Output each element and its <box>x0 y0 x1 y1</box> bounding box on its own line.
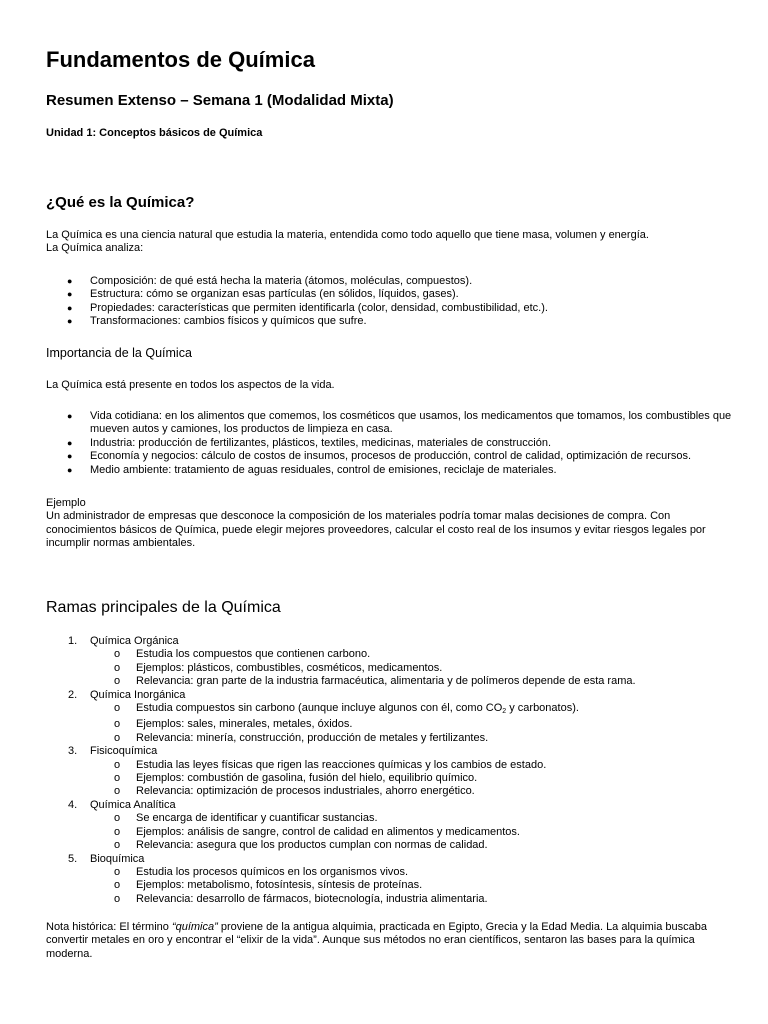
circle-bullet-icon: o <box>114 865 121 878</box>
branch-number: 2. <box>68 688 78 701</box>
section-heading-ramas: Ramas principales de la Química <box>46 599 281 616</box>
bullet-icon: ● <box>67 276 73 286</box>
list-item: o Se encarga de identificar y cuantificar sustancias. <box>114 812 378 825</box>
circle-bullet-icon: o <box>114 702 121 715</box>
list-item: o Relevancia: minería, construcción, producción de metales y fertilizantes. <box>114 731 489 744</box>
bullet-icon: ● <box>67 451 73 462</box>
circle-bullet-icon: o <box>114 785 121 798</box>
section-heading-que-es: ¿Qué es la Química? <box>46 194 195 211</box>
example-label: Ejemplo <box>46 497 86 509</box>
list-item: ● Industria: producción de fertilizantes, plásticos, textiles, medicinas, materiales de construcción. <box>67 436 551 449</box>
list-item: o Ejemplos: combustión de gasolina, fusión del hielo, equilibrio químico. <box>114 772 478 785</box>
list-item: ● Medio ambiente: tratamiento de aguas residuales, control de emisiones, reciclaje de materiales. <box>67 463 557 476</box>
circle-bullet-icon: o <box>114 648 121 661</box>
list-item: o Relevancia: desarrollo de fármacos, biotecnología, industria alimentaria. <box>114 892 488 905</box>
bullet-icon: ● <box>67 316 73 327</box>
importance-intro: La Química está presente en todos los aspectos de la vida. <box>46 379 335 391</box>
circle-bullet-icon: o <box>114 675 121 688</box>
branch-item <box>46 799 736 853</box>
co2-subscript: 2 <box>502 708 507 716</box>
analysis-list <box>46 275 736 329</box>
list-item: o Estudia las leyes físicas que rigen las reacciones químicas y los cambios de estado. <box>114 758 547 771</box>
historical-note: Nota histórica: El término “química” proviene de la antigua alquimia, practicada en Egipto, Grecia y la Edad Media. La alquimia buscaba convertir metales en oro y encontrar el “elixir de la vida”. Aunque sus métodos no eran científicos, sentaron las bases para la química moderna. <box>46 921 707 960</box>
branch-name: Bioquímica <box>90 852 145 865</box>
branch-item <box>46 853 736 907</box>
note-term: “química” <box>171 921 218 933</box>
list-item: o Estudia los compuestos que contienen carbono. <box>114 648 371 661</box>
list-item: o Relevancia: asegura que los productos cumplan con normas de calidad. <box>114 839 488 852</box>
bullet-icon: ● <box>67 437 73 448</box>
paragraph-definition <box>46 229 736 256</box>
bullet-icon: ● <box>67 289 73 300</box>
example-text: Un administrador de empresas que desconoce la composición de los materiales podría tomar malas decisiones de compra. Con conocimientos básicos de Química, puede elegir mejores proveedores, calcular el costo real de los insumos y evitar riesgos legales por incumplir normas ambientales. <box>46 510 706 550</box>
branches-list <box>46 635 736 906</box>
circle-bullet-icon: o <box>114 825 121 838</box>
branch-item <box>46 689 736 746</box>
list-item: ● Economía y negocios: cálculo de costos de insumos, procesos de producción, control de calidad, optimización de recursos. <box>67 450 692 463</box>
circle-bullet-icon: o <box>114 879 121 892</box>
list-item: o Relevancia: gran parte de la industria farmacéutica, alimentaria y de polímeros depende de esta rama. <box>114 675 636 688</box>
branch-name: Química Analítica <box>90 798 176 811</box>
document-title: Fundamentos de Química <box>46 47 315 72</box>
bullet-icon: ● <box>67 411 73 421</box>
list-item: ● Composición: de qué está hecha la materia (átomos, moléculas, compuestos). <box>67 275 473 287</box>
circle-bullet-icon: o <box>114 839 121 852</box>
circle-bullet-icon: o <box>114 661 121 674</box>
section-heading-importancia: Importancia de la Química <box>46 346 192 360</box>
importance-list <box>46 410 736 477</box>
circle-bullet-icon: o <box>114 718 121 731</box>
circle-bullet-icon: o <box>114 731 121 744</box>
definition-line: La Química es una ciencia natural que estudia la materia, entendida como todo aquello que tiene masa, volumen y energía. <box>46 229 649 241</box>
list-item: ● Vida cotidiana: en los alimentos que comemos, los cosméticos que usamos, los medicamentos que tomamos, los combustibles que mueven autos y camiones, los productos de limpieza en casa. <box>67 410 732 436</box>
list-item: ● Estructura: cómo se organizan esas partículas (en sólidos, líquidos, gases). <box>67 288 459 301</box>
list-item: o Estudia compuestos sin carbono (aunque incluye algunos con él, como $CO_2$ y carbonatos). <box>114 702 579 716</box>
branch-item <box>46 635 736 689</box>
branch-name: Química Inorgánica <box>90 688 186 701</box>
branch-name: Fisicoquímica <box>90 745 158 758</box>
list-item: ● Transformaciones: cambios físicos y químicos que sufre. <box>67 315 367 328</box>
document-subtitle: Resumen Extenso – Semana 1 (Modalidad Mixta) <box>46 92 394 109</box>
list-item: o Ejemplos: análisis de sangre, control de calidad en alimentos y medicamentos. <box>114 825 520 838</box>
example-block <box>46 497 736 551</box>
branch-item <box>46 745 736 799</box>
list-item: ● Propiedades: características que permiten identificarla (color, densidad, combustibilidad, etc.). <box>67 301 548 314</box>
list-item: o Ejemplos: metabolismo, fotosíntesis, síntesis de proteínas. <box>114 879 423 892</box>
list-item: o Ejemplos: sales, minerales, metales, óxidos. <box>114 718 353 731</box>
list-item: o Ejemplos: plásticos, combustibles, cosméticos, medicamentos. <box>114 661 443 674</box>
branch-number: 5. <box>68 852 78 865</box>
branch-name: Química Orgánica <box>90 635 179 647</box>
circle-bullet-icon: o <box>114 772 121 785</box>
list-item: o Relevancia: optimización de procesos industriales, ahorro energético. <box>114 785 475 798</box>
circle-bullet-icon: o <box>114 892 121 905</box>
list-item: o Estudia los procesos químicos en los organismos vivos. <box>114 865 409 878</box>
branch-number: 1. <box>68 635 78 647</box>
branch-number: 4. <box>68 798 78 811</box>
circle-bullet-icon: o <box>114 758 121 771</box>
bullet-icon: ● <box>67 464 73 475</box>
circle-bullet-icon: o <box>114 812 121 825</box>
analysis-intro: La Química analiza: <box>46 242 144 255</box>
unit-heading: Unidad 1: Conceptos básicos de Química <box>46 127 263 139</box>
bullet-icon: ● <box>67 302 73 313</box>
branch-number: 3. <box>68 745 78 758</box>
